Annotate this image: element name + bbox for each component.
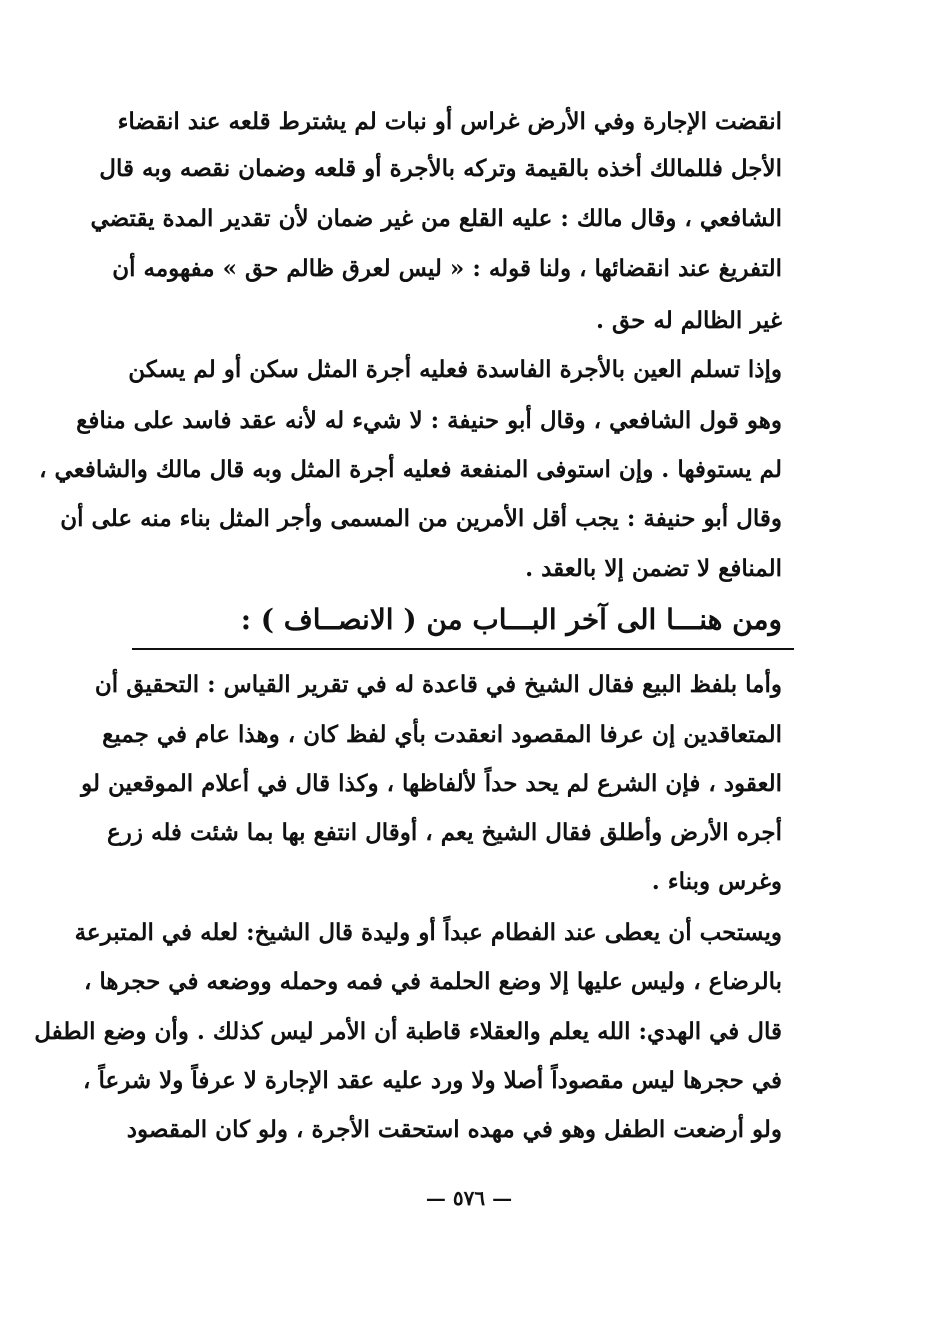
text-line: أجره الأرض وأطلق فقال الشيخ يعم ، أوقال انتفع بها بما شئت فله زرع: [107, 819, 782, 846]
text-line: انقضت الإجارة وفي الأرض غراس أو نبات لم يشترط قلعه عند انقضاء: [117, 108, 782, 135]
text-line: الأجل فللمالك أخذه بالقيمة وتركه بالأجرة أو قلعه وضمان نقصه وبه قال: [99, 155, 782, 182]
text-line: في حجرها ليس مقصوداً أصلا ولا ورد عليه عقد الإجارة لا عرفاً ولا شرعاً ،: [83, 1067, 782, 1094]
text-line: وإذا تسلم العين بالأجرة الفاسدة فعليه أجرة المثل سكن أو لم يسكن: [128, 356, 782, 383]
text-line: المتعاقدين إن عرفا المقصود انعقدت بأي لفظ كان ، وهذا عام في جميع: [102, 721, 782, 748]
text-line: لم يستوفها . وإن استوفى المنفعة فعليه أجرة المثل وبه قال مالك والشافعي ،: [39, 456, 782, 483]
text-line: بالرضاع ، وليس عليها إلا وضع الحلمة في فمه وحمله ووضعه في حجرها ،: [83, 968, 782, 995]
text-line: غير الظالم له حق .: [595, 307, 782, 334]
text-line: وهو قول الشافعي ، وقال أبو حنيفة : لا شيء له لأنه عقد فاسد على منافع: [76, 407, 782, 434]
text-line: العقود ، فإن الشرع لم يحد حداً لألفاظها ، وكذا قال في أعلام الموقعين لو: [81, 770, 782, 797]
text-line: التفريغ عند انقضائها ، ولنا قوله : « ليس لعرق ظالم حق » مفهومه أن: [112, 255, 782, 282]
text-line: ويستحب أن يعطى عند الفطام عبداً أو وليدة قال الشيخ: لعله في المتبرعة: [74, 919, 782, 946]
text-line: الشافعي ، وقال مالك : عليه القلع من غير ضمان لأن تقدير المدة يقتضي: [90, 205, 782, 232]
section-heading: ومن هنـــا الى آخر البـــاب من ( الانصــاف ) :: [240, 603, 782, 636]
text-line: وأما بلفظ البيع فقال الشيخ في قاعدة له في تقرير القياس : التحقيق أن: [94, 671, 782, 698]
text-line: المنافع لا تضمن إلا بالعقد .: [525, 555, 782, 582]
text-line: وغرس وبناء .: [651, 868, 782, 895]
heading-underline: [132, 648, 794, 650]
page-number: — ٥٧٦ —: [425, 1186, 513, 1210]
text-line: ولو أرضعت الطفل وهو في مهده استحقت الأجرة ، ولو كان المقصود: [126, 1116, 782, 1143]
text-line: قال في الهدي: الله يعلم والعقلاء قاطبة أن الأمر ليس كذلك . وأن وضع الطفل: [34, 1018, 782, 1045]
text-line: وقال أبو حنيفة : يجب أقل الأمرين من المسمى وأجر المثل بناء منه على أن: [60, 505, 782, 532]
